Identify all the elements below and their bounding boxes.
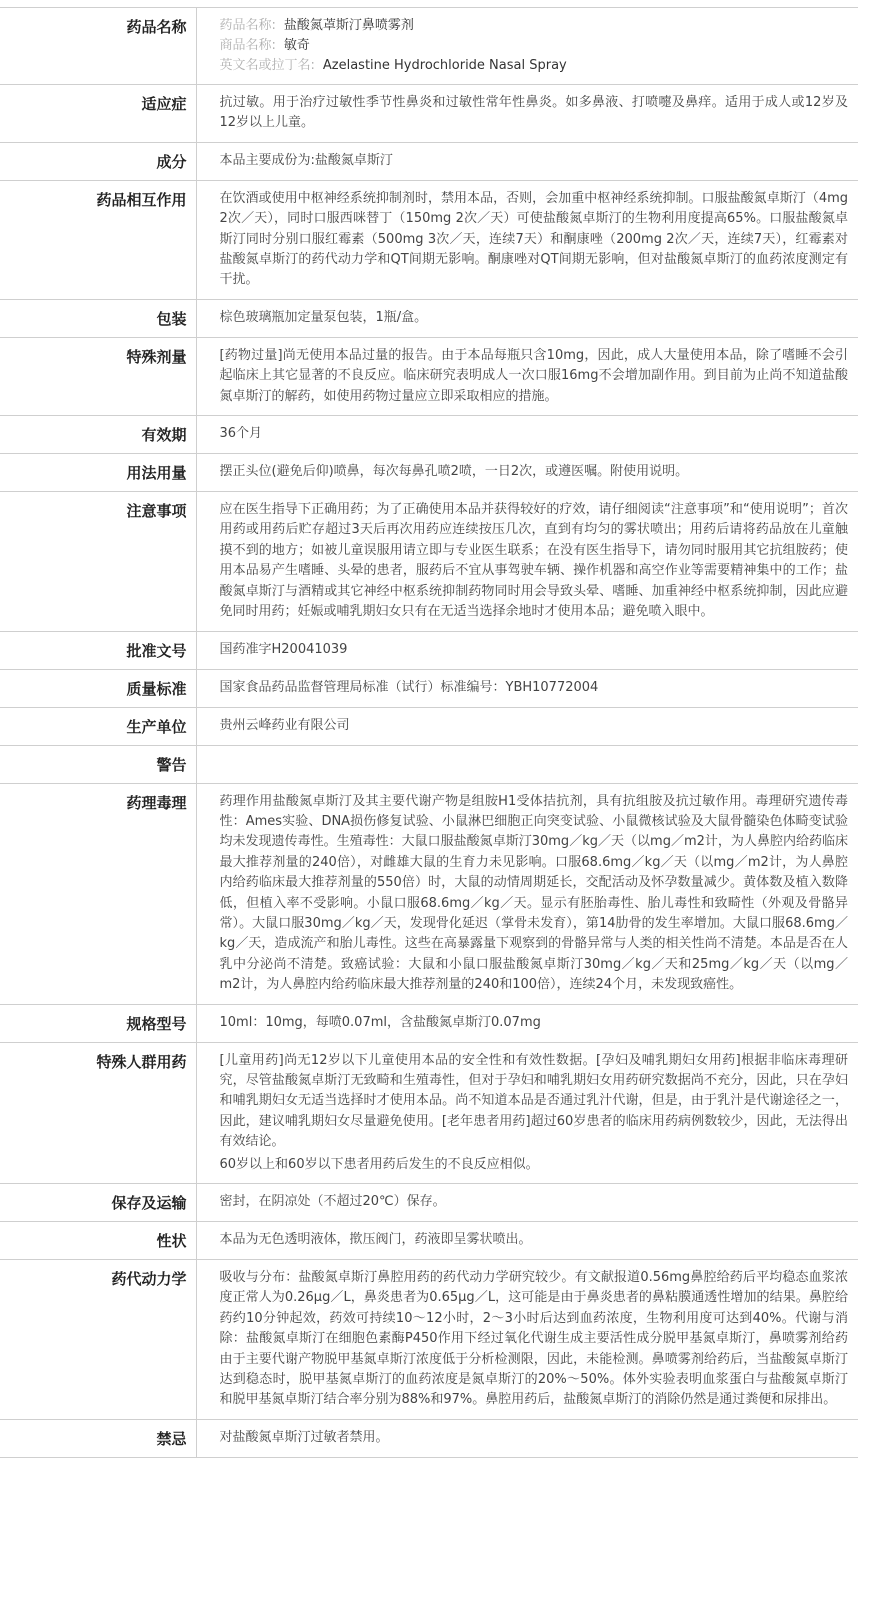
row-label: 药理毒理 (0, 783, 196, 1004)
drug-spec-table (0, 7, 858, 1458)
row-ingredients (0, 142, 858, 180)
row-value: 应在医生指导下正确用药；为了正确使用本品并获得较好的疗效，请仔细阅读“注意事项”和“使用说明”；首次用药或用药后贮存超过3天后再次用药应连续按压几次，直到有均匀的雾状喷出；用药后请将药品放在儿童触摸不到的地方；如被儿童误服用请立即与专业医生联系；在没有医生指导下，请勿同时服用其它抗组胺药；使用本品易产生嗜睡、头晕的患者，服药后不宜从事驾驶车辆、操作机器和高空作业等需要精神集中的工作；盐酸氮卓斯汀与酒精或其它神经中枢系统抑制药物同时用会导致头晕、嗜睡、加重神经中枢系统抑制，因此应避免同时用药；妊娠或哺乳期妇女只有在无适当选择余地时才使用本品；避免喷入眼中。 (196, 492, 858, 631)
trade-name-key: 商品名称: (219, 38, 276, 53)
row-value: 对盐酸氮卓斯汀过敏者禁用。 (196, 1419, 858, 1457)
row-manufacturer (0, 707, 858, 745)
row-quality-standard (0, 669, 858, 707)
row-label: 药代动力学 (0, 1260, 196, 1420)
row-dosage (0, 454, 858, 492)
row-precautions (0, 492, 858, 631)
row-packaging (0, 299, 858, 337)
row-interactions (0, 180, 858, 299)
row-label: 规格型号 (0, 1004, 196, 1042)
row-approval-number (0, 631, 858, 669)
row-value: 国药准字H20041039 (196, 631, 858, 669)
row-drug-name (0, 8, 858, 85)
row-warning (0, 745, 858, 783)
english-name-value: Azelastine Hydrochloride Nasal Spray (322, 58, 567, 73)
row-value: 吸收与分布：盐酸氮卓斯汀鼻腔用药的药代动力学研究较少。有文献报道0.56mg鼻腔给药后平均稳态血浆浓度正常人为0.26μg／L，鼻炎患者为0.65μg／L，这可能是由于鼻炎患者的鼻粘膜通透性增加的结果。鼻腔给药约10分钟起效，药效可持续10～12小时，2～3小时后达到血药浓度，生物利用度可达到40%。代谢与消除：盐酸氮卓斯汀在细胞色素酶P450作用下经过氧化代谢生成主要活性成分脱甲基氮卓斯汀，鼻喷雾剂给药由于主要代谢产物脱甲基氮卓斯汀浓度低于分析检测限，因此，未能检测。鼻喷雾剂给药后，当盐酸氮卓斯汀达到稳态时，脱甲基氮卓斯汀的血药浓度是氮卓斯汀的20%～50%。体外实验表明血浆蛋白与盐酸氮卓斯汀和脱甲基氮卓斯汀结合率分别为88%和97%。鼻腔用药后，盐酸氮卓斯汀的消除仍然是通过粪便和尿排出。 (196, 1260, 858, 1420)
trade-name-line (220, 36, 849, 56)
row-contraindications (0, 1419, 858, 1457)
row-label: 警告 (0, 745, 196, 783)
row-label: 包装 (0, 299, 196, 337)
row-value: 棕色玻璃瓶加定量泵包装，1瓶/盒。 (196, 299, 858, 337)
row-value (196, 8, 858, 85)
row-value: [药物过量]尚无使用本品过量的报告。由于本品每瓶只含10mg，因此，成人大量使用本品，除了嗜睡不会引起临床上其它显著的不良反应。临床研究表明成人一次口服16mg不会增加副作用。到目前为止尚不知道盐酸氮卓斯汀的解药，如使用药物过量应立即采取相应的措施。 (196, 337, 858, 415)
row-label: 生产单位 (0, 707, 196, 745)
row-value: 贵州云峰药业有限公司 (196, 707, 858, 745)
english-name-key: 英文名或拉丁名: (219, 58, 315, 73)
row-indications (0, 85, 858, 143)
row-value: 本品为无色透明液体，揿压阀门，药液即呈雾状喷出。 (196, 1222, 858, 1260)
row-label: 特殊人群用药 (0, 1042, 196, 1183)
row-value: 药理作用盐酸氮卓斯汀及其主要代谢产物是组胺H1受体拮抗剂，具有抗组胺及抗过敏作用。毒理研究遗传毒性：Ames实验、DNA损伤修复试验、小鼠淋巴细胞正向突变试验、小鼠微核试验及大鼠骨髓染色体畸变试验均未发现遗传毒性。生殖毒性：大鼠口服盐酸氮卓斯汀30mg／kg／天（以mg／m2计，为人鼻腔内给药临床最大推荐剂量的240倍），对雌雄大鼠的生育力未见影响。口服68.6mg／kg／天（以mg／m2计，为人鼻腔内给药临床最大推荐剂量的550倍）时，大鼠的动情周期延长，交配活动及怀孕数量减少。黄体数及植入数降低，但植入率不受影响。小鼠口服68.6mg／kg／天。显示有胚胎毒性、胎儿毒性和致畸性（外观及骨骼异常）。大鼠口服30mg／kg／天，发现骨化延迟（掌骨未发育），第14肋骨的发生率增加。大鼠口服68.6mg／kg／天，造成流产和胎儿毒性。这些在高暴露量下观察到的骨骼异常与人类的相关性尚不清楚。本品是否在人乳中分泌尚不清楚。致癌试验：大鼠和小鼠口服盐酸氮卓斯汀30mg／kg／天和25mg／kg／天（以mg／m2计，为人鼻腔内给药临床最大推荐剂量的240和100倍），连续24个月，未发现致癌性。 (196, 783, 858, 1004)
row-value: 摆正头位(避免后仰)喷鼻，每次每鼻孔喷2喷，一日2次，或遵医嘱。附使用说明。 (196, 454, 858, 492)
row-overdose (0, 337, 858, 415)
row-value: 10ml：10mg，每喷0.07ml，含盐酸氮卓斯汀0.07mg (196, 1004, 858, 1042)
row-value (196, 745, 858, 783)
special-populations-text: [儿童用药]尚无12岁以下儿童使用本品的安全性和有效性数据。[孕妇及哺乳期妇女用药]根据非临床毒理研究，尽管盐酸氮卓斯汀无致畸和生殖毒性，但对于孕妇和哺乳期妇女用药研究数据尚不充分，因此，只在孕妇和哺乳期妇女无适当选择时才使用本品。尚不知道本品是否通过乳汁代谢，但是，由于乳汁是代谢途径之一，因此，建议哺乳期妇女尽量避免使用。[老年患者用药]超过60岁患者的临床用药病例数较少，因此，无法得出有效结论。 (219, 1052, 848, 1150)
row-value: 抗过敏。用于治疗过敏性季节性鼻炎和过敏性常年性鼻炎。如多鼻液、打喷嚏及鼻痒。适用于成人或12岁及12岁以上儿童。 (196, 85, 858, 143)
english-name-line (220, 56, 849, 76)
generic-name-line (220, 16, 849, 36)
row-label: 注意事项 (0, 492, 196, 631)
row-label: 药品名称 (0, 8, 196, 85)
row-value: 国家食品药品监督管理局标准（试行）标准编号：YBH10772004 (196, 669, 858, 707)
row-label: 禁忌 (0, 1419, 196, 1457)
row-label: 有效期 (0, 416, 196, 454)
row-label: 质量标准 (0, 669, 196, 707)
row-label: 性状 (0, 1222, 196, 1260)
row-label: 适应症 (0, 85, 196, 143)
generic-name-value: 盐酸氮䓬斯汀鼻喷雾剂 (283, 18, 414, 33)
row-label: 成分 (0, 142, 196, 180)
row-value: 在饮酒或使用中枢神经系统抑制剂时，禁用本品，否则，会加重中枢神经系统抑制。口服盐酸氮卓斯汀（4mg 2次／天），同时口服西咪替丁（150mg 2次／天）可使盐酸氮卓斯汀的生物利用度提高65%。口服盐酸氮卓斯汀同时分别口服红霉素（500mg 3次／天，连续7天）和酮康唑（200mg 2次／天，连续7天），红霉素对盐酸氮卓斯汀的药代动力学和QT间期无影响。酮康唑对QT间期无影响，但对盐酸氮卓斯汀的血药浓度测定有干扰。 (196, 180, 858, 299)
row-value: 密封，在阴凉处（不超过20℃）保存。 (196, 1184, 858, 1222)
row-special-populations (0, 1042, 858, 1183)
row-value (196, 1042, 858, 1183)
row-value: 36个月 (196, 416, 858, 454)
row-pharmacology (0, 783, 858, 1004)
generic-name-key: 药品名称: (219, 18, 276, 33)
row-storage (0, 1184, 858, 1222)
trade-name-value: 敏奇 (283, 38, 310, 53)
row-specification (0, 1004, 858, 1042)
row-label: 用法用量 (0, 454, 196, 492)
row-label: 药品相互作用 (0, 180, 196, 299)
row-label: 特殊剂量 (0, 337, 196, 415)
special-populations-note: 60岁以上和60岁以下患者用药后发生的不良反应相似。 (219, 1156, 539, 1172)
row-pharmacokinetics (0, 1260, 858, 1420)
row-label: 批准文号 (0, 631, 196, 669)
row-appearance (0, 1222, 858, 1260)
row-value: 本品主要成份为:盐酸氮卓斯汀 (196, 142, 858, 180)
row-shelf-life (0, 416, 858, 454)
row-label: 保存及运输 (0, 1184, 196, 1222)
